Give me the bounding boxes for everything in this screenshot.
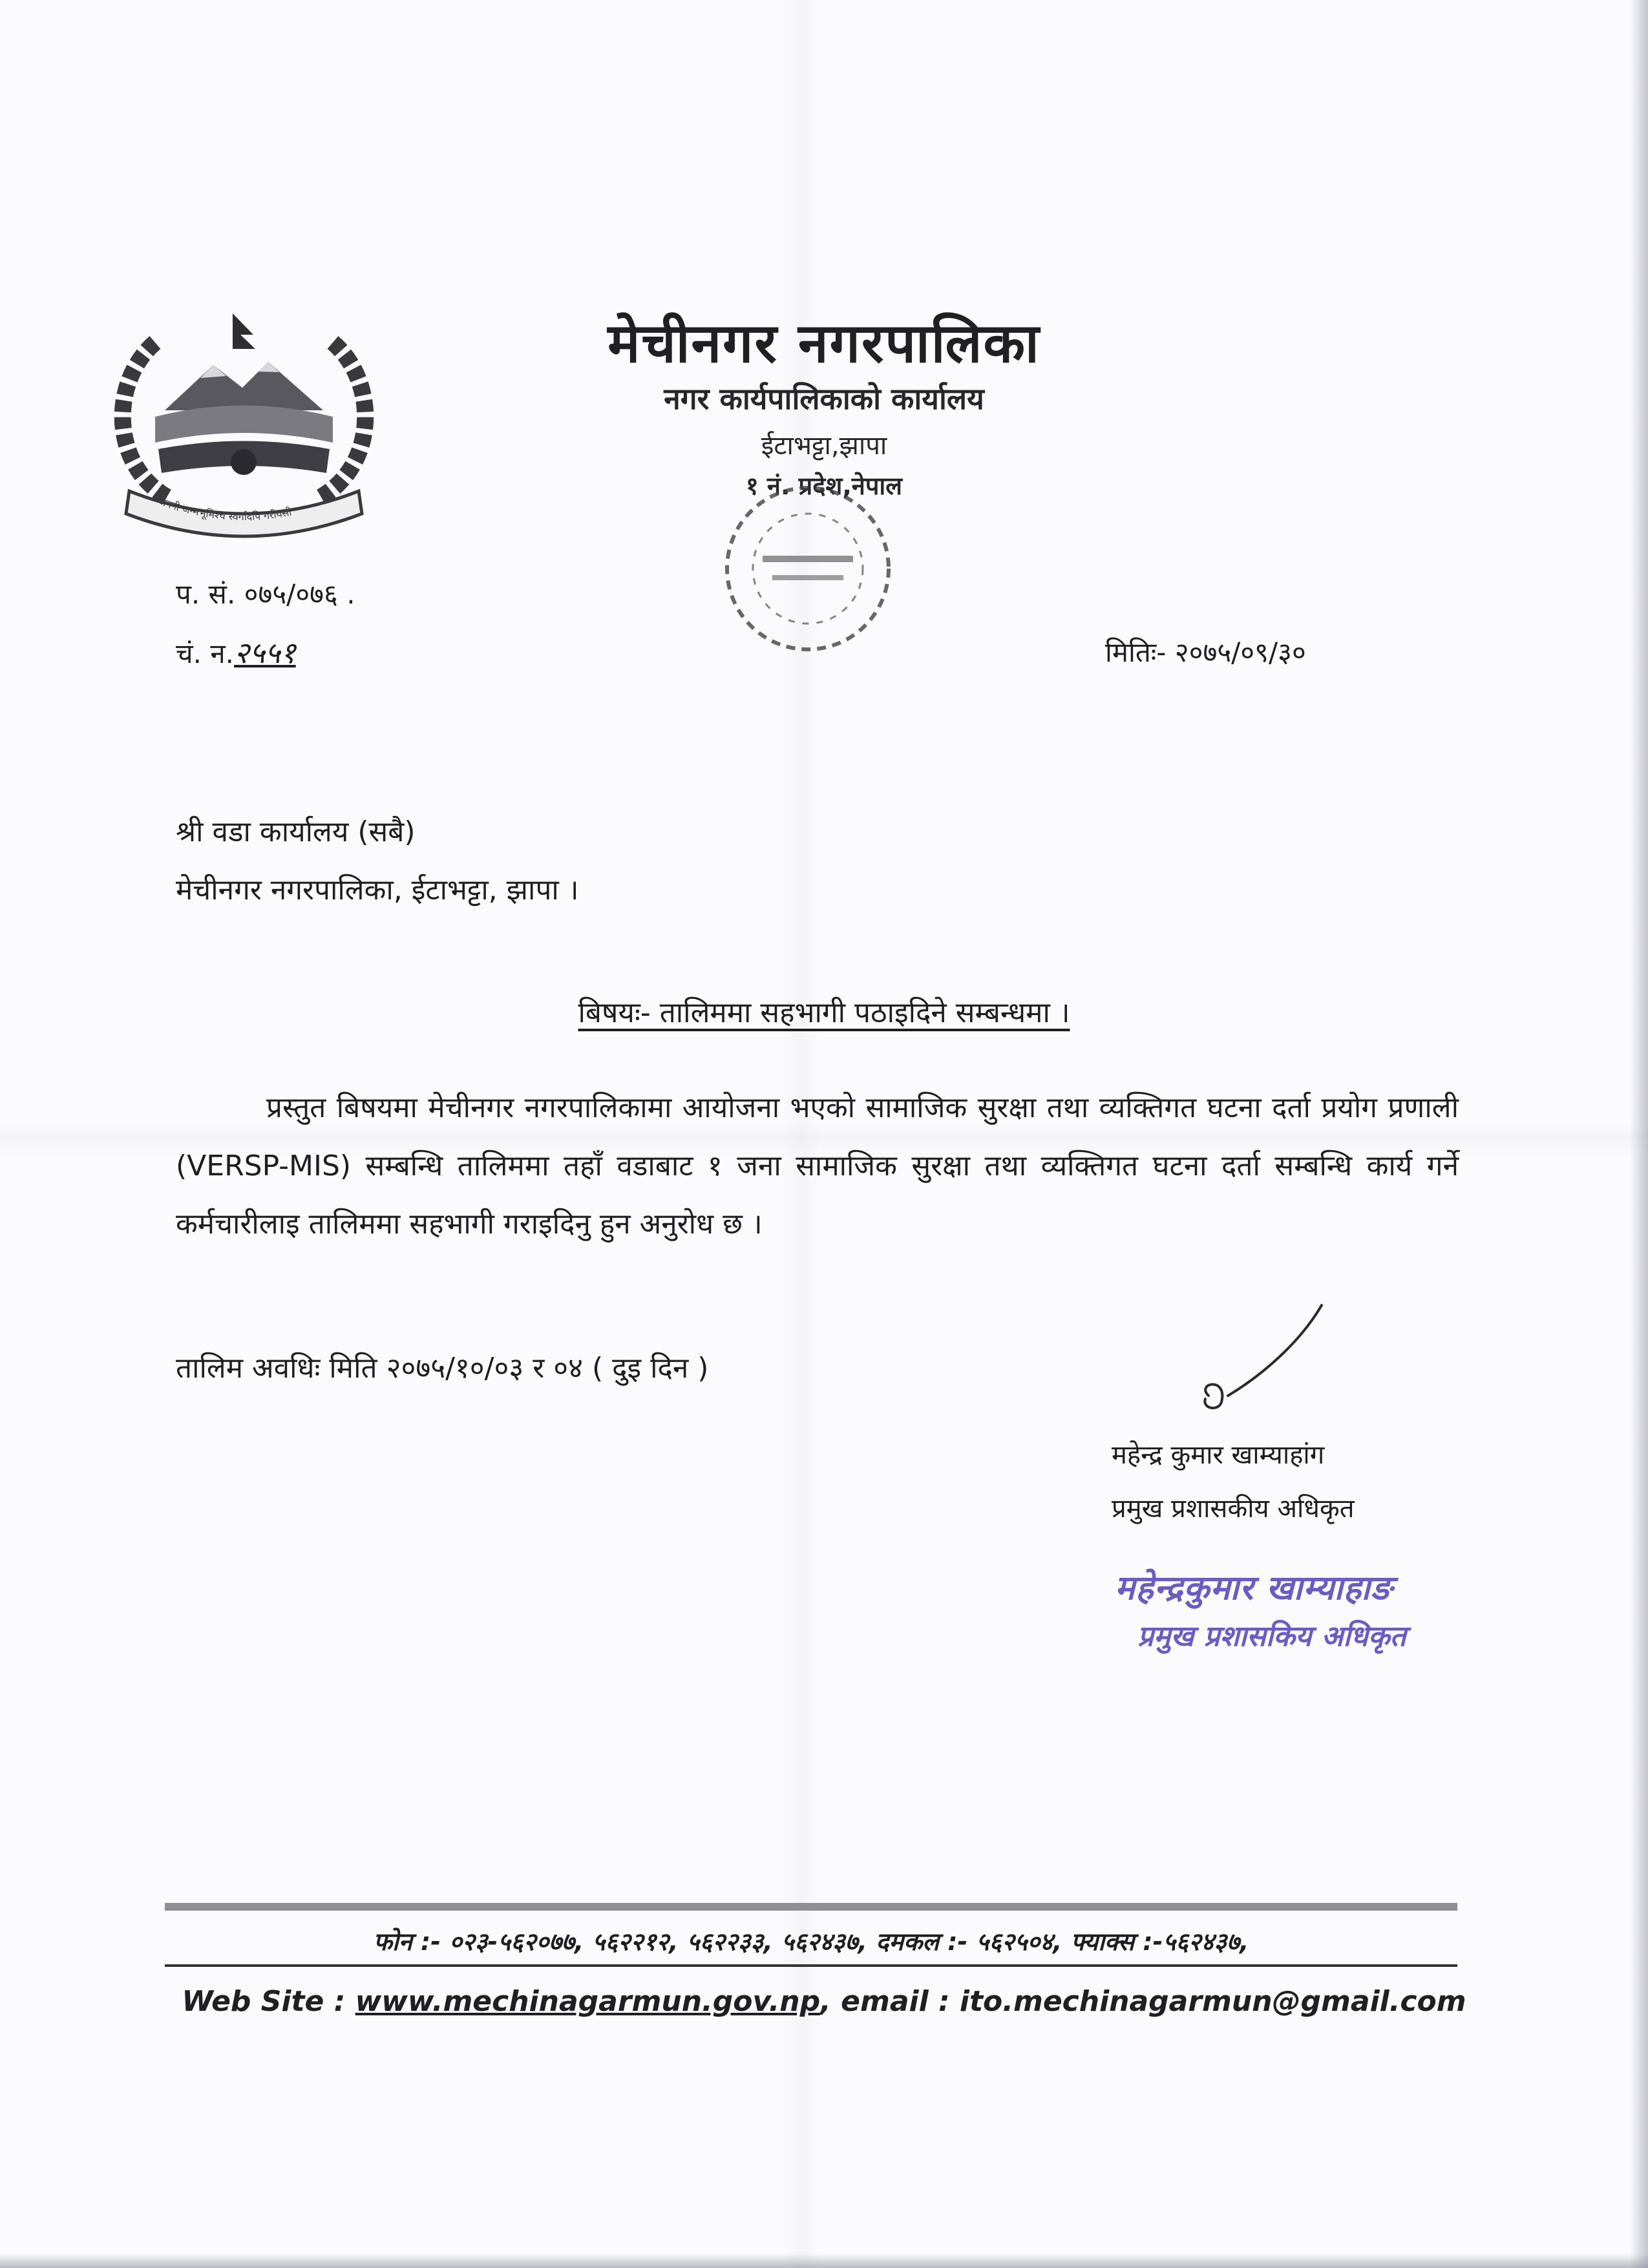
reference-number: प. सं. ०७५/०७६ . bbox=[176, 578, 355, 610]
address-line-2: १ नं. प्रदेश,नेपाल bbox=[745, 472, 903, 500]
footer-divider bbox=[165, 1903, 1457, 1911]
recipient-line-2: मेचीनगर नगरपालिका, ईटाभट्टा, झापा । bbox=[176, 874, 579, 907]
address-line-1: ईटाभट्टा,झापा bbox=[761, 431, 887, 461]
signatory-title: प्रमुख प्रशासकीय अधिकृत bbox=[1112, 1494, 1355, 1524]
dispatch-label: चं. न. bbox=[176, 638, 235, 669]
footer-underline bbox=[165, 1964, 1457, 1967]
letter-date: मितिः- २०७५/०९/३० bbox=[1105, 636, 1306, 668]
org-name: मेचीनगर नगरपालिका bbox=[607, 311, 1041, 375]
seal-name: महेन्द्रकुमार खाम्याहाङ bbox=[1115, 1569, 1393, 1608]
web-label: Web Site : bbox=[182, 1985, 355, 2018]
dispatch-number bbox=[176, 632, 296, 672]
recipient-line-1: श्री वडा कार्यालय (सबै) bbox=[176, 815, 416, 848]
dispatch-value: २५५१ bbox=[234, 635, 296, 670]
office-name: नगर कार्यपालिकाको कार्यालय bbox=[664, 381, 984, 416]
training-duration: तालिम अवधिः मिति २०७५/१०/०३ र ०४ ( दुइ दिन ) bbox=[176, 1352, 709, 1385]
email-link[interactable]: ito.mechinagarmun@gmail.com bbox=[959, 1985, 1466, 2018]
handwritten-signature bbox=[1183, 1299, 1331, 1422]
email-label: , email : bbox=[820, 1985, 960, 2018]
footer-web bbox=[0, 1985, 1648, 2018]
emblem-motto: जननी जन्मभूमिश्च स्वर्गादपि गरीयसी bbox=[156, 494, 293, 523]
website-link[interactable]: www.mechinagarmun.gov.np bbox=[355, 1985, 821, 2018]
seal-title: प्रमुख प्रशासकिय अधिकृत bbox=[1137, 1620, 1406, 1653]
footer-phone: फोन :- ०२३-५६२०७७, ५६२२१२, ५६२२३३, ५६२४३७, दमकल :- ५६२५०४, फ्याक्स :-५६२४३७, bbox=[373, 1927, 1249, 1956]
letter-subject: बिषयः- तालिममा सहभागी पठाइदिने सम्बन्धमा । bbox=[578, 996, 1070, 1029]
scan-edge-bottom bbox=[0, 2254, 1648, 2268]
letter-body: प्रस्तुत बिषयमा मेचीनगर नगरपालिकामा आयोजना भएको सामाजिक सुरक्षा तथा व्यक्तिगत घटना दर्ता प्रयोग प्रणाली (VERSP-MIS) सम्बन्धि तालिममा तहाँ वडाबाट १ जना सामाजिक सुरक्षा तथा व्यक्तिगत घटना दर्ता सम्बन्धि कार्य गर्ने कर्मचारीलाइ तालिममा सहभागी गराइदिनु हुन अनुरोध छ । bbox=[176, 1091, 1459, 1241]
office-stamp-icon bbox=[692, 472, 924, 666]
signatory-name: महेन्द्र कुमार खाम्याहांग bbox=[1112, 1440, 1325, 1470]
